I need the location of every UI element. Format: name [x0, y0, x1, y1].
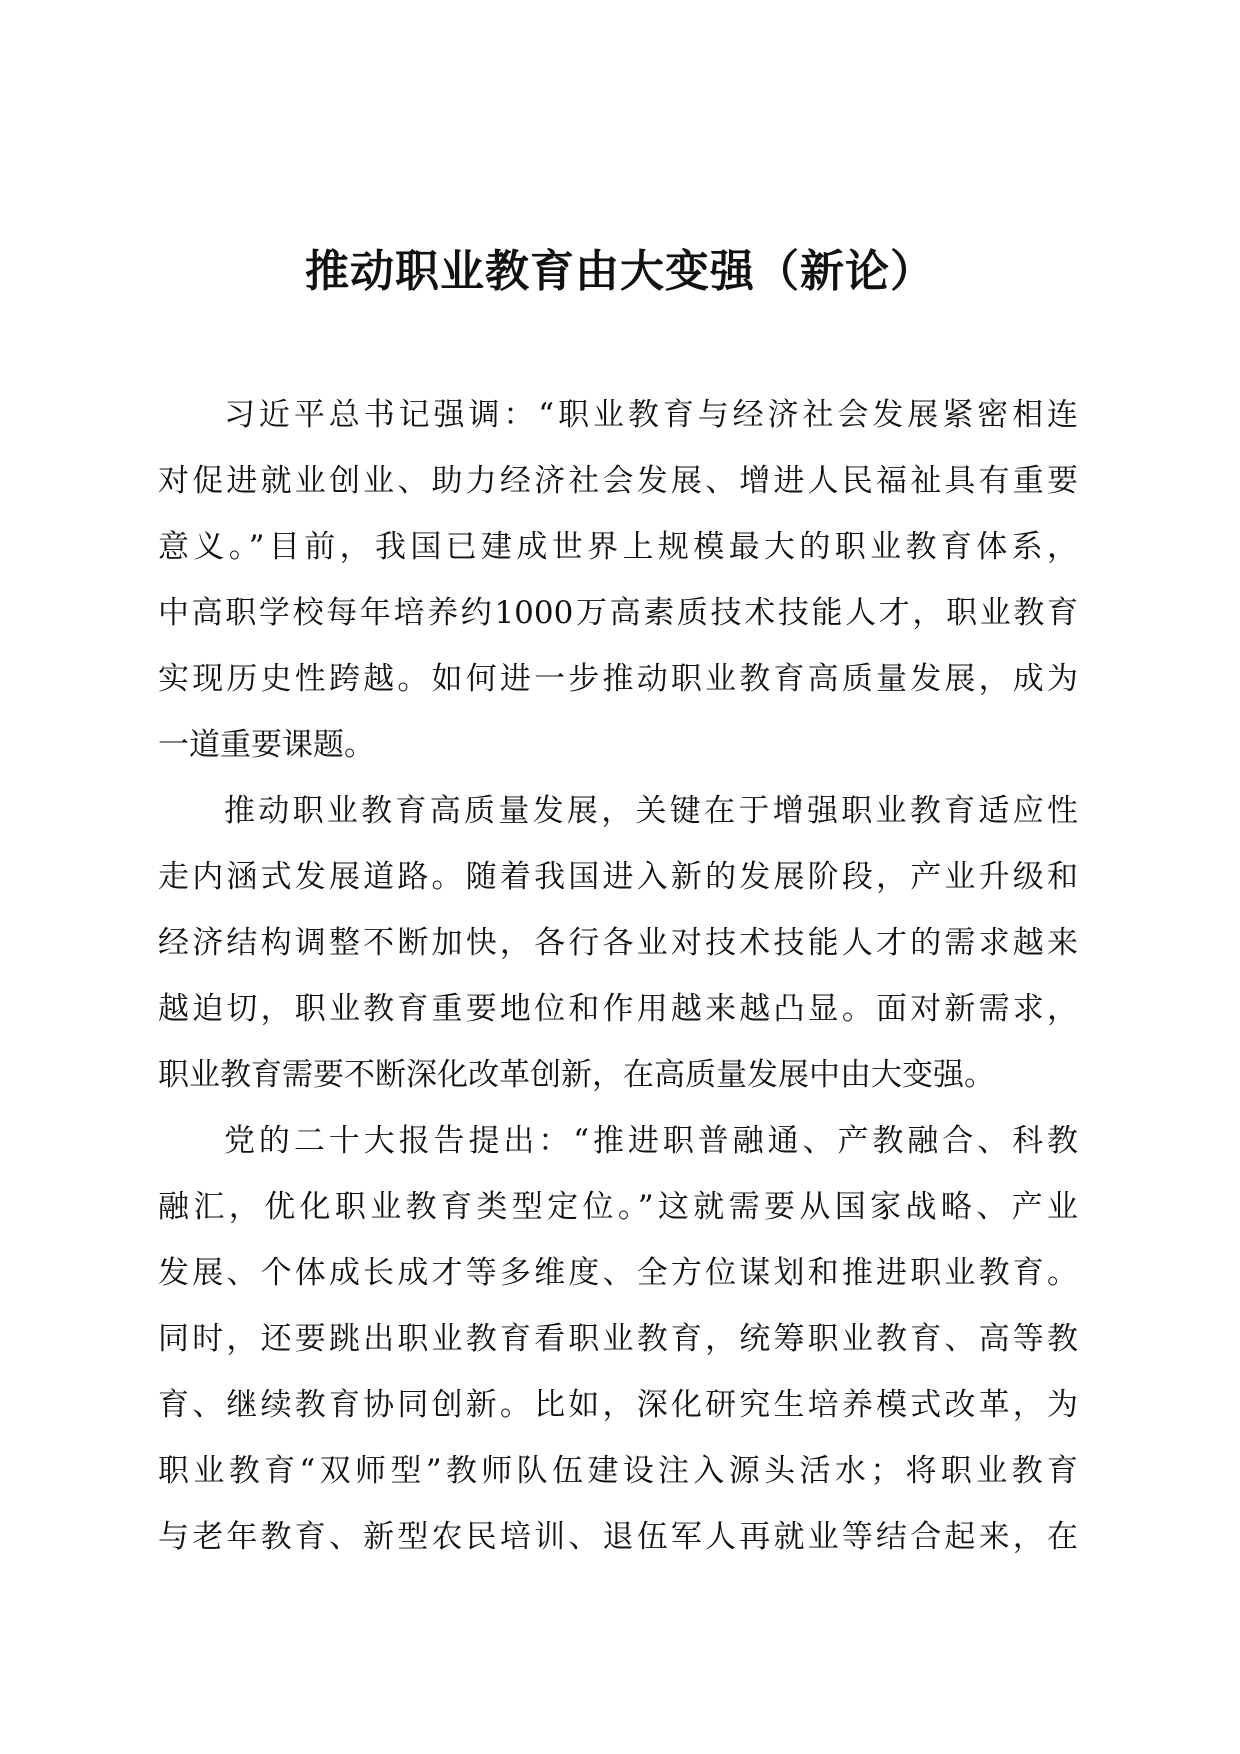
- text-line: 与老年教育、新型农民培训、退伍军人再就业等结合起来，在: [158, 1519, 1078, 1555]
- text-line: 一道重要课题。: [158, 727, 375, 763]
- text-line: 经济结构调整不断加快，各行各业对技术技能人才的需求越来: [158, 925, 1078, 961]
- text-line: 党的二十大报告提出：“推进职普融通、产教融合、科教: [224, 1123, 1078, 1159]
- text-line: 发展、个体成长成才等多维度、全方位谋划和推进职业教育。: [158, 1255, 1078, 1291]
- text-line: 对促进就业创业、助力经济社会发展、增进人民福祉具有重要: [158, 463, 1078, 499]
- text-line: 习近平总书记强调：“职业教育与经济社会发展紧密相连: [224, 397, 1078, 433]
- article-body: [158, 382, 1078, 1570]
- text-line: 融汇，优化职业教育类型定位。”这就需要从国家战略、产业: [158, 1189, 1078, 1225]
- text-line: 育、继续教育协同创新。比如，深化研究生培养模式改革，为: [158, 1387, 1078, 1423]
- text-line: 走内涵式发展道路。随着我国进入新的发展阶段，产业升级和: [158, 859, 1078, 895]
- paragraph-3: [158, 1108, 1078, 1570]
- text-line: 意义。”目前，我国已建成世界上规模最大的职业教育体系，: [158, 529, 1078, 565]
- paragraph-1: [158, 382, 1078, 778]
- text-line: 同时，还要跳出职业教育看职业教育，统筹职业教育、高等教: [158, 1321, 1078, 1357]
- text-line: 实现历史性跨越。如何进一步推动职业教育高质量发展，成为: [158, 661, 1078, 697]
- text-line: 职业教育需要不断深化改革创新，在高质量发展中由大变强。: [158, 1057, 995, 1093]
- text-line: 职业教育“双师型”教师队伍建设注入源头活水；将职业教育: [158, 1453, 1078, 1489]
- text-line: 越迫切，职业教育重要地位和作用越来越凸显。面对新需求，: [158, 991, 1078, 1027]
- paragraph-2: [158, 778, 1078, 1108]
- article-title: 推动职业教育由大变强（新论）: [305, 246, 935, 297]
- text-line: 中高职学校每年培养约1000万高素质技术技能人才，职业教育: [158, 595, 1078, 631]
- text-line: 推动职业教育高质量发展，关键在于增强职业教育适应性: [224, 793, 1078, 829]
